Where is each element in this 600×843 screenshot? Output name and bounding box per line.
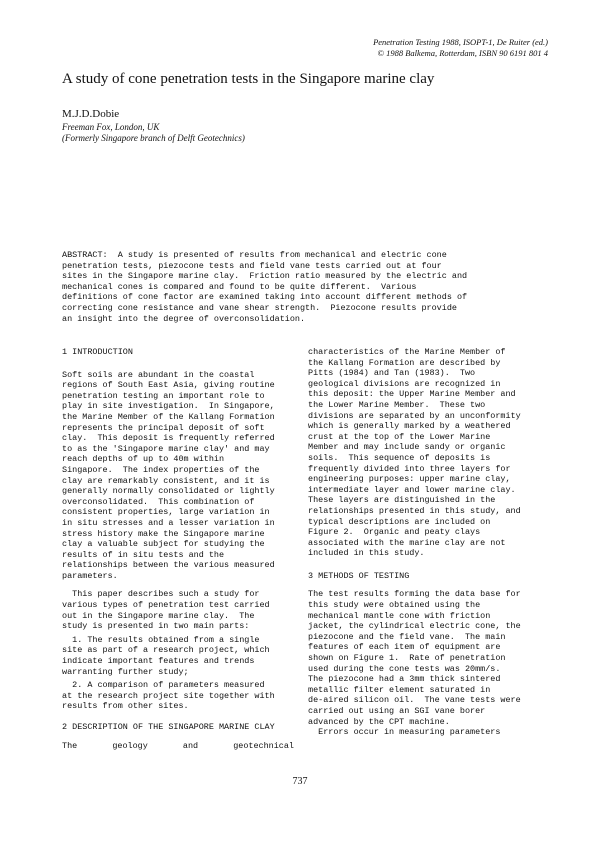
text-line: divisions are separated by an unconformity (308, 410, 521, 421)
left-column (62, 347, 294, 751)
text-line: The test results forming the data base for (308, 589, 521, 600)
text-line: relationships presented in this study, and (308, 505, 521, 516)
text-line: mechanical mantle cone with friction (308, 610, 491, 621)
text-line: the Kallang Formation are described by (308, 357, 501, 368)
description-paragraph (308, 347, 544, 559)
text-line: which is generally marked by a weathered (308, 421, 511, 432)
text-line: at the research project site together with (62, 690, 275, 701)
right-column (308, 347, 544, 738)
text-line: piezocone and the field vane. The main (308, 631, 506, 642)
text-line: generally normally consolidated or lightly (62, 486, 275, 497)
text-line: penetration testing an important role to (62, 390, 265, 401)
text-line: Soft soils are abundant in the coastal (62, 369, 255, 380)
text-line: typical descriptions are included on (308, 516, 491, 527)
text-line: sites in the Singapore marine clay. Friction ratio measured by the electric and (62, 271, 468, 282)
text-line: clay are remarkably consistent, and it is (62, 475, 270, 486)
text-line: clay a valuable subject for studying the (62, 539, 265, 550)
text-line: correcting cone resistance and vane shear strength. Piezocone results provide (62, 302, 457, 313)
text-line: carried out using an SGI vane borer (308, 706, 486, 716)
text-line: shown on Figure 1. Rate of penetration (308, 653, 506, 664)
author-name: M.J.D.Dobie (62, 108, 120, 120)
text-line: frequently divided into three layers for (308, 463, 511, 474)
methods-paragraph-2 (308, 727, 544, 738)
text-line: out in the Singapore marine clay. The (62, 610, 255, 621)
text-line: to as the 'Singapore marine clay' and may (62, 443, 270, 454)
text-line: intermediate layer and lower marine clay. (308, 484, 516, 495)
description-first-line (62, 741, 294, 752)
text-line: relationships between the various measured (62, 560, 275, 571)
text-line: Pitts (1984) and Tan (1983). Two (308, 368, 476, 379)
text-line: play in site investigation. In Singapore, (62, 401, 275, 412)
text-line: site as part of a research project, which (62, 645, 270, 656)
text-line: this study were obtained using the (308, 600, 481, 611)
citation-line: © 1988 Balkema, Rotterdam, ISBN 90 6191 801 4 (377, 47, 548, 58)
text-line: features of each item of equipment are (308, 642, 501, 653)
text-line: These layers are distinguished in the (308, 495, 496, 506)
text-line: results from other sites. (62, 701, 189, 712)
text-line: various types of penetration test carried (62, 600, 270, 611)
text-line: characteristics of the Marine Member of (308, 347, 506, 357)
text-line: overconsolidated. This combination of (62, 496, 255, 507)
methods-paragraph-1 (308, 589, 544, 727)
text-line: reach depths of up to 40m within (62, 454, 225, 465)
text-line: definitions of cone factor are examined taking into account different methods of (62, 292, 468, 303)
intro-list-item-1 (62, 635, 294, 677)
text-line: the Marine Member of the Kallang Formation (62, 411, 275, 422)
text-line: mechanical cones is compared and found to be quite different. Various (62, 281, 417, 292)
text-word: and (182, 740, 199, 751)
text-line: an insight into the degree of overconsolidation. (62, 313, 306, 324)
text-line: de-aired silicon oil. The vane tests were (308, 695, 521, 706)
text-word: geology (112, 740, 148, 751)
intro-paragraph-1 (62, 370, 294, 582)
text-line: advanced by the CPT machine. (308, 716, 450, 727)
text-line: 2. A comparison of parameters measured (62, 680, 265, 691)
text-line: study is presented in two main parts: (62, 621, 250, 632)
text-line: penetration tests, piezocone tests and field vane tests carried out at four (62, 260, 442, 271)
text-word: geotechnical (233, 740, 294, 751)
text-line: in situ stresses and a lesser variation in (62, 517, 275, 528)
section-heading-methods: 3 METHODS OF TESTING (308, 570, 410, 581)
text-line: the Lower Marine Member. These two (308, 399, 486, 410)
text-line: engineering purposes: upper marine clay, (308, 474, 511, 485)
text-line: stress history make the Singapore marine (62, 528, 265, 539)
text-line: warranting further study; (62, 666, 189, 677)
text-line: indicate important features and trends (62, 656, 255, 667)
text-line: used during the cone tests was 20mm/s. (308, 663, 501, 674)
text-line: consistent properties, large variation in (62, 507, 270, 518)
section-heading-introduction: 1 INTRODUCTION (62, 347, 133, 357)
text-line: geological divisions are recognized in (308, 378, 501, 389)
author-former-affiliation: (Formerly Singapore branch of Delft Geotechnics) (62, 133, 245, 143)
citation-header (298, 37, 548, 58)
text-line: results of in situ tests and the (62, 549, 225, 560)
text-line: this deposit: the Upper Marine Member and (308, 389, 516, 400)
text-line: Figure 2. Organic and peaty clays (308, 527, 481, 538)
text-line: This paper describes such a study for (62, 589, 260, 600)
text-line: jacket, the cylindrical electric cone, the (308, 621, 521, 632)
text-line: crust at the top of the Lower Marine (308, 431, 491, 442)
citation-line: Penetration Testing 1988, ISOPT-1, De Ruiter (ed.) (373, 37, 548, 47)
page-number: 737 (292, 776, 308, 787)
paper-title: A study of cone penetration tests in the Singapore marine clay (62, 71, 435, 87)
text-line: 1. The results obtained from a single (62, 634, 260, 645)
text-line: associated with the marine clay are not (308, 537, 506, 548)
intro-list-item-2 (62, 680, 294, 712)
text-line: regions of South East Asia, giving routine (62, 380, 275, 391)
intro-paragraph-2 (62, 589, 294, 631)
text-line: included in this study. (308, 548, 425, 559)
text-line: soils. This sequence of deposits is (308, 452, 491, 463)
text-line: The piezocone had a 3mm thick sintered (308, 674, 501, 685)
text-line: represents the principal deposit of soft (62, 422, 265, 433)
text-line: metallic filter element saturated in (308, 684, 491, 695)
author-affiliation: Freeman Fox, London, UK (62, 122, 160, 132)
text-word: The (62, 740, 78, 751)
text-line: Errors occur in measuring parameters (308, 727, 501, 738)
text-line: clay. This deposit is frequently referred (62, 433, 275, 444)
section-heading-description: 2 DESCRIPTION OF THE SINGAPORE MARINE CLAY (62, 722, 275, 732)
text-line: ABSTRACT: A study is presented of results from mechanical and electric cone (62, 250, 447, 260)
text-line: Singapore. The index properties of the (62, 464, 260, 475)
text-line: parameters. (62, 570, 118, 581)
text-line: Member and may include sandy or organic (308, 442, 506, 453)
abstract (62, 250, 537, 324)
